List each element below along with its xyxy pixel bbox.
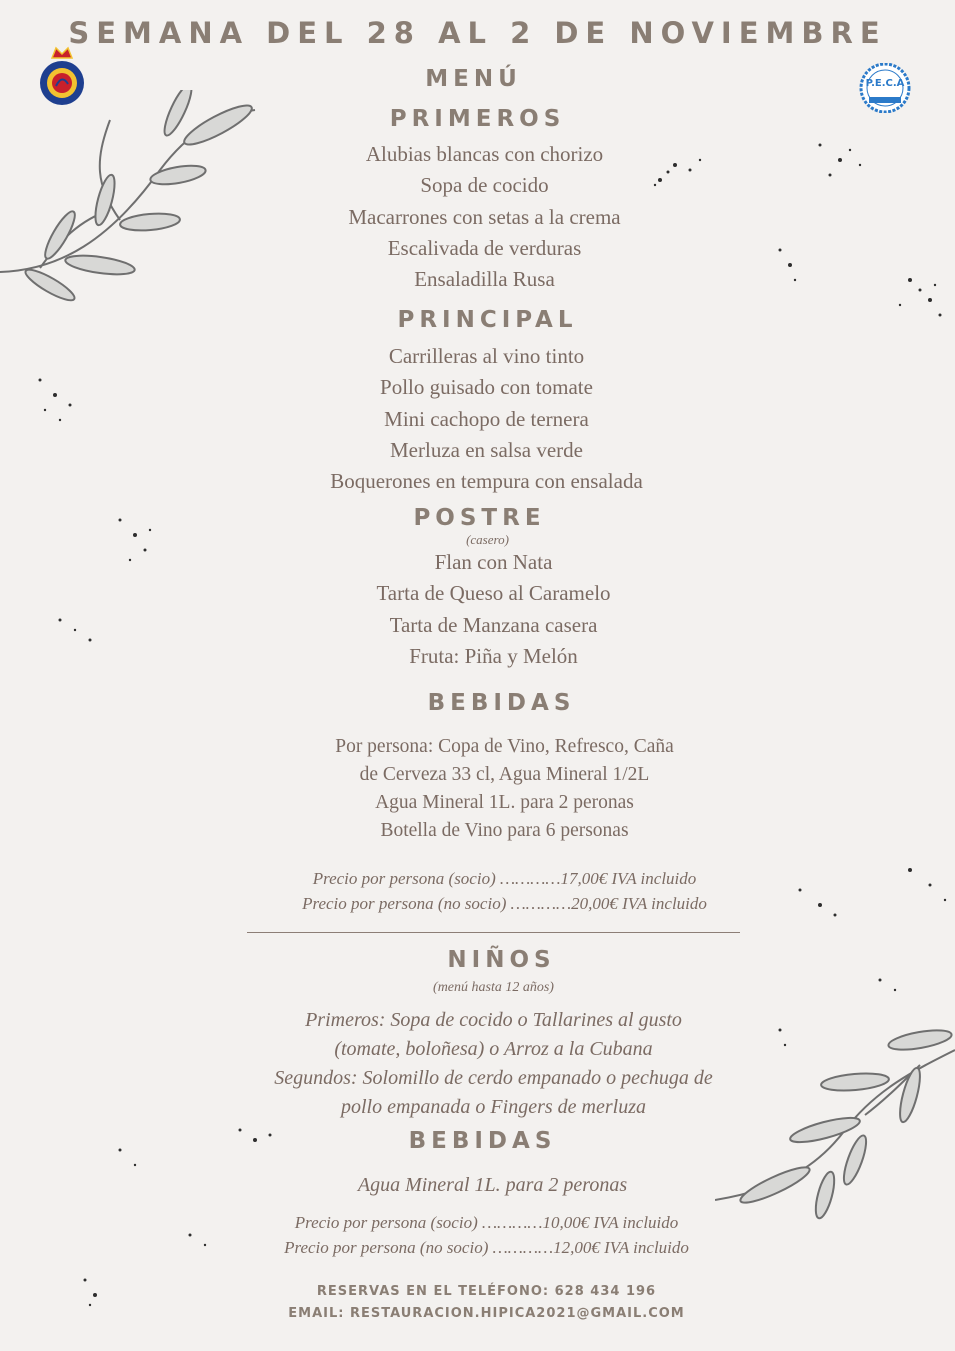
- dish-item: Boquerones en tempura con ensalada: [330, 469, 643, 494]
- dish-item: Alubias blancas con chorizo: [365, 142, 604, 166]
- dish-item: Flan con Nata: [434, 550, 553, 574]
- adult-prices: [27, 866, 955, 916]
- dish-item: Pollo guisado con tomate: [380, 375, 593, 400]
- dish-item: Escalivada de verduras: [387, 235, 582, 260]
- bebidas-line: Por persona: Copa de Vino, Refresco, Caña: [335, 736, 674, 757]
- dish-item: Sopa de cocido: [420, 173, 549, 198]
- footer-phone: RESERVAS EN EL TELÉFONO: 628 434 196: [316, 1284, 657, 1299]
- postre-heading: POSTRE: [413, 505, 546, 531]
- dish-item: Tarta de Manzana casera: [389, 612, 598, 637]
- principal-heading: PRINCIPAL: [397, 307, 578, 333]
- price-line: Precio por persona (socio) …………17,00€ IVA incluido: [312, 869, 697, 888]
- bebidas-ninos-heading: BEBIDAS: [408, 1128, 557, 1154]
- price-line: Precio por persona (no socio) …………12,00€ IVA incluido: [284, 1238, 689, 1257]
- bebidas-list: [27, 733, 955, 845]
- primeros-heading: PRIMEROS: [389, 106, 566, 132]
- dish-item: Ensaladilla Rusa: [414, 267, 555, 292]
- postre-note: (casero): [466, 532, 509, 547]
- dish-item: Fruta: Piña y Melón: [409, 643, 578, 668]
- bebidas-line: Botella de Vino para 6 personas: [380, 820, 629, 841]
- page-title: SEMANA DEL 28 AL 2 DE NOVIEMBRE: [68, 16, 887, 50]
- section-divider: [247, 932, 740, 933]
- dish-item: Macarrones con setas a la crema: [348, 204, 621, 229]
- ninos-note: (menú hasta 12 años): [433, 980, 554, 995]
- dish-item: Carrilleras al vino tinto: [388, 344, 585, 368]
- bebidas-ninos-line: Agua Mineral 1L. para 2 peronas: [357, 1174, 628, 1196]
- bebidas-heading: BEBIDAS: [427, 690, 576, 716]
- ninos-line: (tomate, boloñesa) o Arroz a la Cubana: [334, 1038, 653, 1060]
- primeros-list: [7, 139, 955, 295]
- dish-item: Tarta de Queso al Caramelo: [376, 581, 611, 606]
- peca-logo-text: P.E.C.A: [865, 78, 905, 89]
- price-line: Precio por persona (no socio) …………20,00€ IVA incluido: [302, 894, 707, 913]
- footer-contact: [9, 1281, 955, 1325]
- bebidas-line: Agua Mineral 1L. para 2 peronas: [375, 792, 634, 813]
- ninos-line: Primeros: Sopa de cocido o Tallarines al gusto: [305, 1009, 682, 1031]
- bebidas-line: de Cerveza 33 cl, Agua Mineral 1/2L: [359, 764, 650, 785]
- menu-heading: MENÚ: [425, 66, 522, 92]
- postre-list: [16, 547, 955, 672]
- ninos-heading: NIÑOS: [447, 947, 556, 973]
- dish-item: Mini cachopo de ternera: [384, 406, 589, 431]
- dish-item: Merluza en salsa verde: [390, 437, 583, 462]
- footer-email: EMAIL: RESTAURACION.HIPICA2021@GMAIL.COM: [288, 1306, 685, 1321]
- ninos-line: Segundos: Solomillo de cerdo empanado o pechuga de: [274, 1067, 713, 1089]
- price-line: Precio por persona (socio) …………10,00€ IVA incluido: [294, 1213, 679, 1232]
- ninos-menu: [16, 1006, 955, 1122]
- principal-list: [9, 341, 955, 497]
- kids-prices: [9, 1210, 955, 1260]
- ninos-line: pollo empanada o Fingers de merluza: [341, 1096, 646, 1118]
